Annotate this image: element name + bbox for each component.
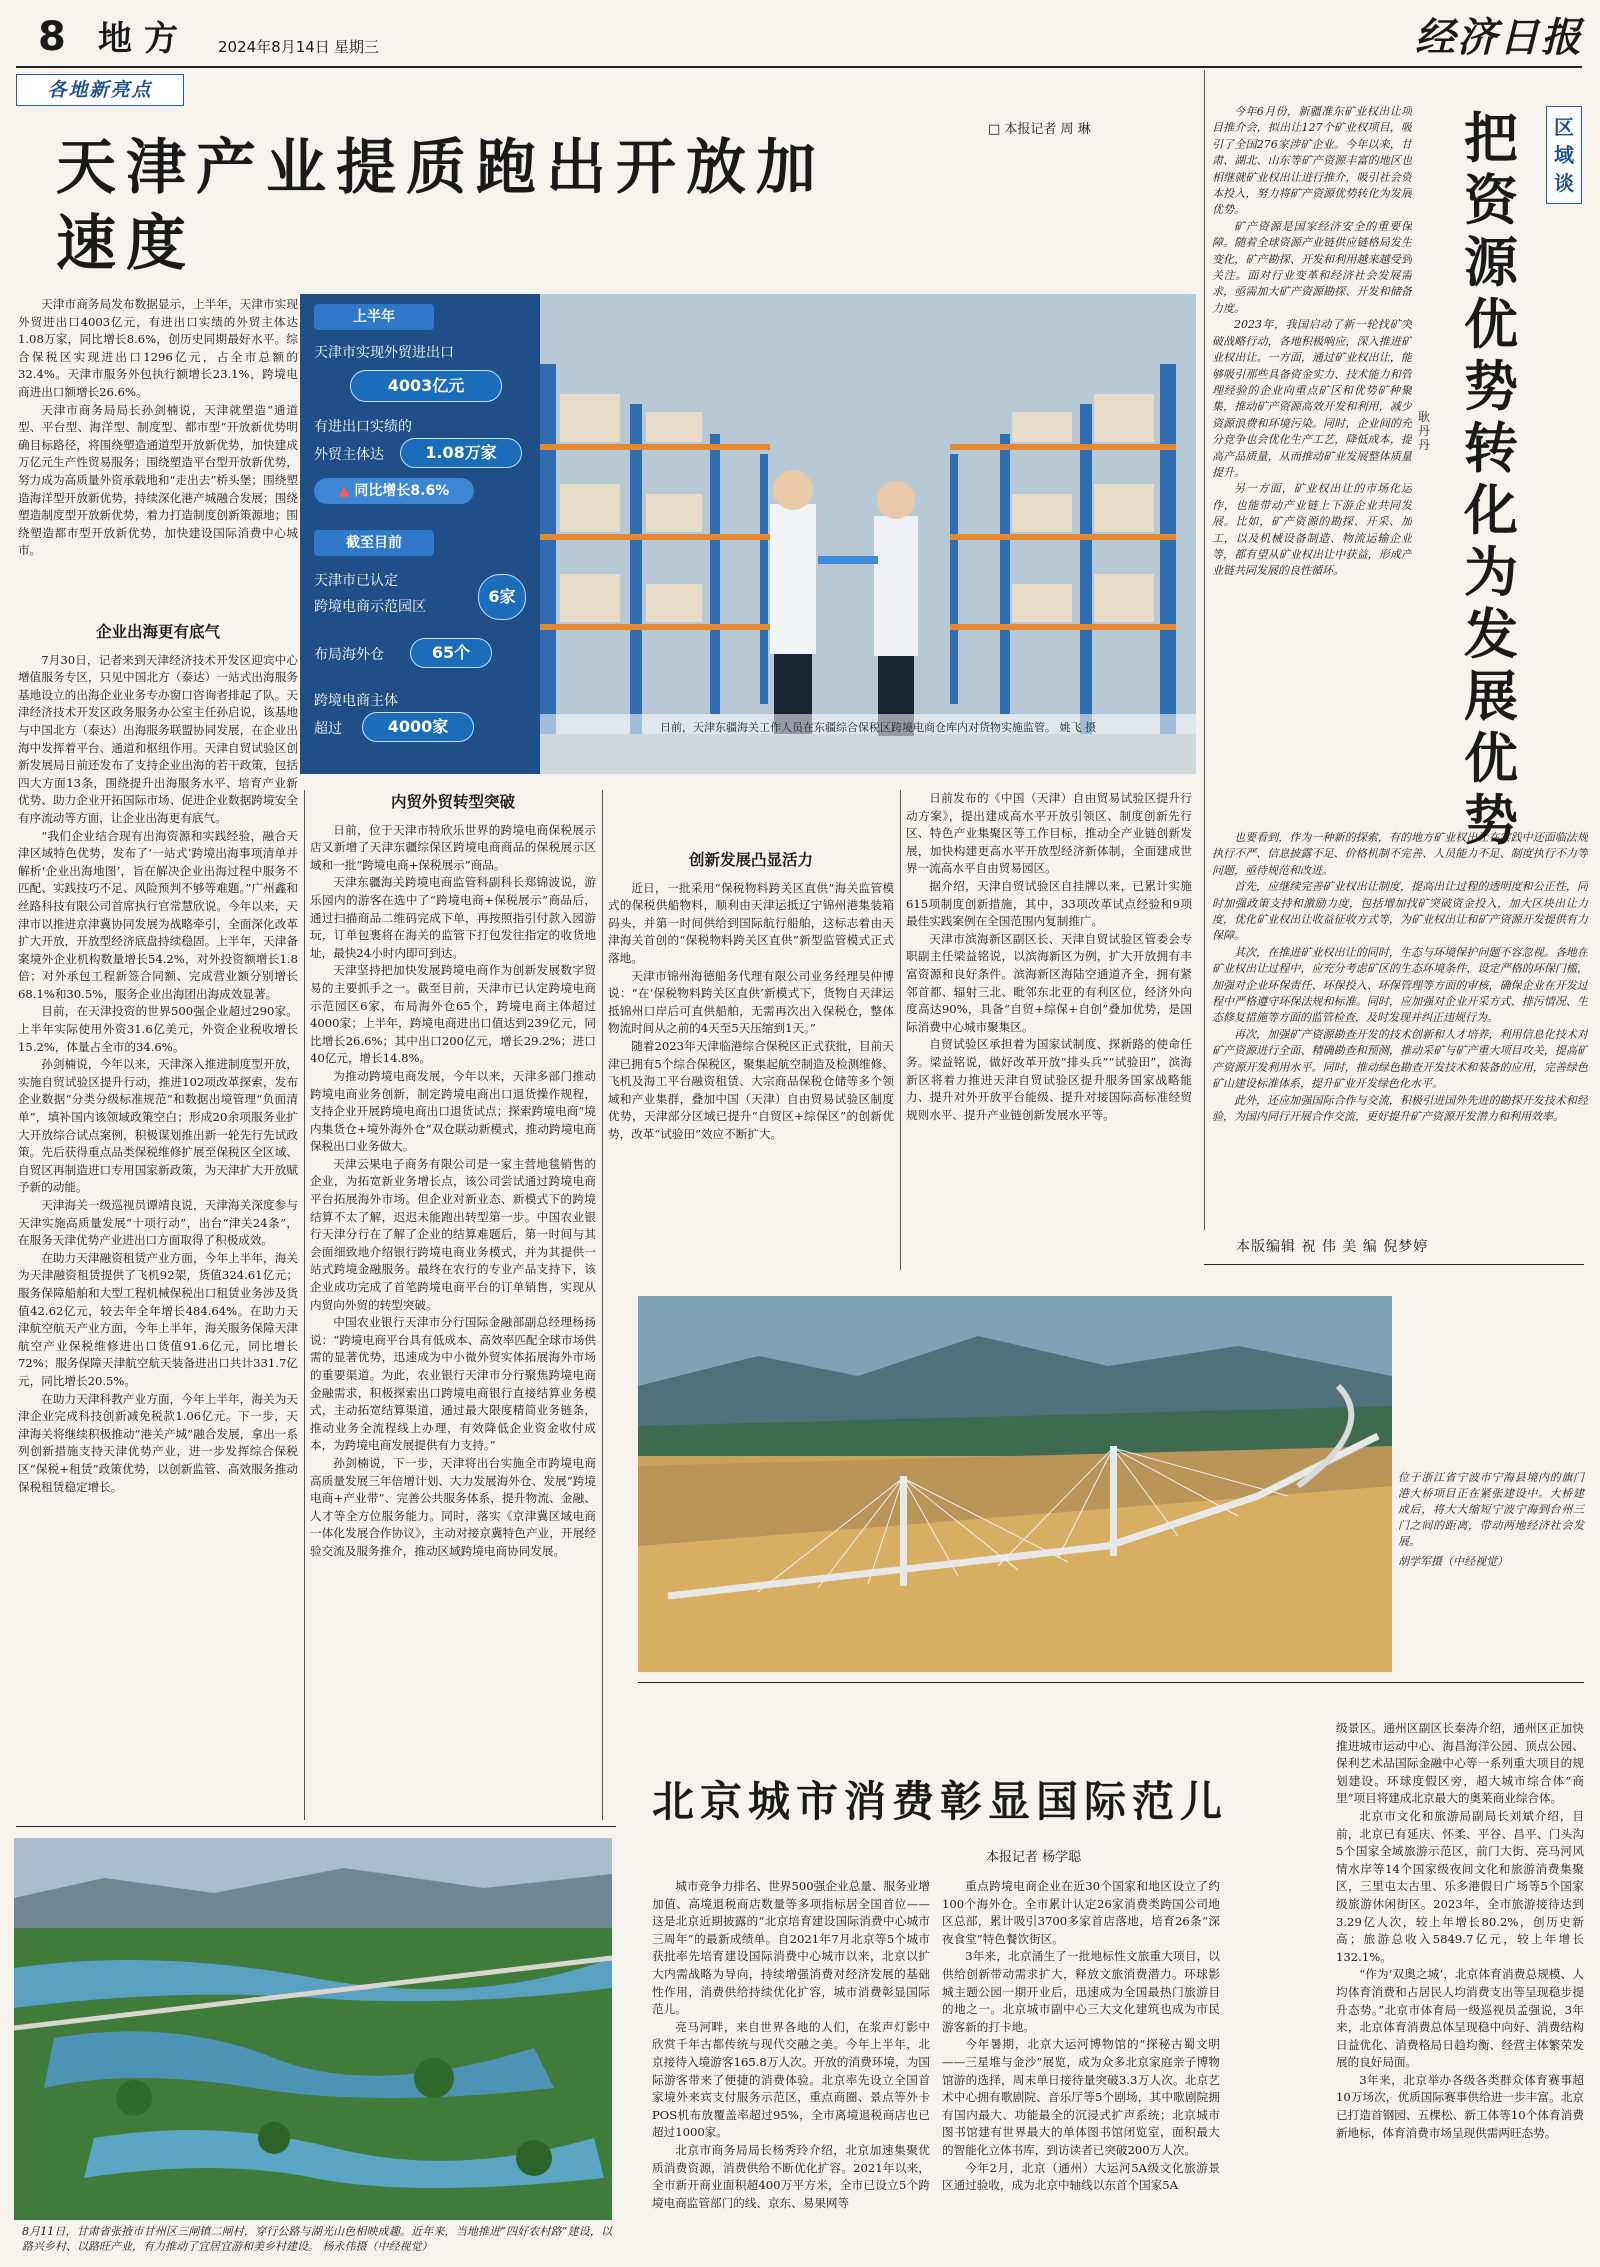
paragraph: “作为‘双奥之城’，北京体育消费总规模、人均体育消费和占居民人均消费支出等呈现稳步提升态势。”北京市体育局一级巡视员孟强说，3年来，北京体育消费总体呈现稳中向好、消费结构日益优化、消费格局日趋均衡、经营主体繁荣发展的良好局面。 — [1336, 1967, 1584, 2070]
info-value-parks: 6家 — [478, 574, 526, 620]
paragraph: 目前，在天津投资的世界500强企业超过290家。上半年实际使用外资31.6亿美元，外资企业税收增长15.2%，体量占全市的34.6%。 — [18, 1004, 298, 1054]
story3-byline: 本报记者 杨学聪 — [986, 1850, 1082, 1865]
editors-rule — [1204, 1264, 1584, 1265]
paragraph: 天津市锦州海德船务代理有限公司业务经理吴仲博说：“在‘保税物料跨关区直供’新模式下，货物自天津运抵锦州口岸后可直供船舶，无需再次出入保税仓，整体物流时间从之前的4天至5天压缩到1天。” — [608, 968, 894, 1036]
paragraph: 在助力天津科教产业方面，今年上半年，海关为天津企业完成科技创新减免税款1.06亿元。下一步，天津海关将继续积极推动“港关产城”融合发展，拿出一系列创新措施支持天津优势产业，进一步发挥综合保税区“保税+租赁”政策优势，以创新监管、高效服务推动保税租赁稳定增长。 — [18, 1391, 298, 1494]
paragraph: 天津海关一级巡视员谭靖良说，天津海关深度参与天津实施高质量发展“十项行动”，出台“津关24条”，在服务天津优势产业进出口方面取得了积极成效。 — [18, 1198, 298, 1248]
paragraph: 中国农业银行天津市分行国际金融部副总经理杨扬说：“跨境电商平台具有低成本、高效率匹配全球市场供需的显著优势，迅速成为中小微外贸实体拓展海外市场的重要渠道。为此，农业银行天津市分行聚焦跨境电商金融需求，积极探索出口跨境电商银行直接结算业务模式，主动拓宽结算渠道，通过最大限度精简业务链条，推动业务全流程线上办理，有效降低企业资金收付成本，为跨境电商发展提供有力支持。” — [310, 1315, 596, 1453]
paper-logo: 经济日报 — [1415, 14, 1583, 61]
info-tag-first-half: 上半年 — [314, 304, 434, 330]
paragraph: “我们企业结合现有出海资源和实践经验，融合天津区域特色优势，发布了‘一站式’跨境出海事项清单并解析‘企业出海地图’，旨在解决企业出海过程中服务不匹配、实践技巧不足、风险预判不够等难题。”广州鑫和丝路科技有限公司首席执行官常慧欣说。今年以来，天津市以推进京津冀协同发展为战略牵引，全面深化改革扩大开放，开放型经济底盘持续稳固。上半年，天津备案境外企业机构数量增长54.2%，对外投资额增长1.8倍；对外承包工程新签合同额、完成营业额分别增长68.1%和30.5%，服务企业出海团出海成效显著。 — [18, 828, 298, 1001]
info-value-growth-text: 同比增长8.6% — [354, 483, 450, 499]
info-tag-to-date: 截至目前 — [314, 530, 434, 556]
paragraph: 天津市商务局发布数据显示，上半年，天津市实现外贸进出口4003亿元，有进出口实绩的外贸主体达1.08万家，同比增长8.6%，创历史同期最好水平。综合保税区实现进出口1296亿元，占全市总额的32.4%。天津市服务外包执行额增长23.1%，跨境电商进出口额增长26.6%。 — [18, 297, 298, 399]
info-label: 有进出口实绩的 — [314, 419, 412, 435]
warehouse-photo-caption — [660, 720, 1160, 736]
story2-body-lower — [1212, 830, 1588, 1210]
story2-author: 耿丹丹 — [1418, 410, 1431, 452]
story3-headline: 北京城市消费彰显国际范儿 — [652, 1777, 1229, 1826]
caption-text: 位于浙江省宁波市宁海县境内的旗门港大桥项目正在紧张建设中。大桥建成后，将大大缩短宁波宁海到台州三门之间的距离，带动两地经济社会发展。 — [1398, 1471, 1584, 1548]
info-label: 跨境电商主体 — [314, 693, 398, 709]
column-divider — [304, 790, 305, 1820]
paragraph: 级景区。通州区副区长秦涛介绍，通州区正加快推进城市运动中心、海昌海洋公园、顶点公园、保利艺术品国际金融中心等一系列重大项目的规划建设。环球度假区旁，超大城市综合体“商里”项目将建成北京最大的奥莱商业综合体。 — [1336, 1721, 1584, 1806]
masthead-rule — [16, 66, 1582, 68]
info-value-trade: 4003亿元 — [350, 370, 502, 402]
paragraph: 日前，位于天津市特欣乐世界的跨境电商保税展示店又新增了天津东疆综保区跨境电商商品的保税展示区域和一批“跨境电商+保税展示”商品。 — [310, 822, 596, 872]
story2-column-tag — [1546, 106, 1582, 204]
paragraph: 今年暑期，北京大运河博物馆的“探秘古蜀文明——三星堆与金沙”展览，成为众多北京家庭亲子博物馆游的选择，周末单日接待量突破3.3万人次。北京艺术中心拥有歌剧院、音乐厅等5个剧场，其中歌剧院拥有国内最大、功能最全的沉浸式扩声系统；北京城市图书馆建有世界最大的单体图书馆闭览室，面积最大的智能化立体书库，到访读者已突破200万人次。 — [942, 2037, 1220, 2157]
info-value-ecommerce: 4000家 — [362, 712, 474, 742]
info-value-growth — [314, 478, 474, 504]
bridge-illustration — [638, 1296, 1392, 1672]
paragraph: 天津坚持把加快发展跨境电商作为创新发展数字贸易的主要抓手之一。截至目前，天津市已认定跨境电商示范园区6家，布局海外仓65个，跨境电商主体超过4000家；上半年，跨境电商进出口值达到239亿元，同比增长26.6%；其中出口200亿元，增长29.2%；进口40亿元，增长14.8%。 — [310, 963, 596, 1066]
caption-credit: 姚飞 摄 — [1059, 721, 1096, 734]
subheading: 企业出海更有底气 — [95, 623, 220, 641]
lake-road-photo — [14, 1838, 612, 2220]
story1-byline: □ 本报记者 周 琳 — [988, 122, 1091, 137]
paragraph: 北京市文化和旅游局副局长刘斌介绍，目前，北京已有延庆、怀柔、平谷、昌平、门头沟5个国家全域旅游示范区，前门大街、亮马河风情水岸等14个国家级夜间文化和旅游消费集聚区，三里屯太古里、乐多港假日广场等5个国家级旅游休闲街区。2023年，全市旅游接待达到3.29亿人次，较上年增长80.2%，创历史新高；旅游总收入5849.7亿元，较上年增长132.1%。 — [1336, 1808, 1584, 1964]
paragraph: 为推动跨境电商发展，今年以来，天津多部门推动跨境电商业务创新，制定跨境电商出口退货操作规程，支持企业开展跨境电商出口退货试点；探索跨境电商“境内集货仓+境外海外仓”双仓联动新模式，推动跨境电商保税出口业务做大。 — [310, 1068, 596, 1154]
paragraph: 北京市商务局局长杨秀玲介绍，北京加速集聚优质消费资源，消费供给不断优化扩容。2021年以来，全市新开商业面积超400万平方米，全市已设立5个跨境电商监管部门的线、京东、易果网等 — [652, 2142, 930, 2210]
bridge-photo — [638, 1296, 1392, 1672]
story1-col3 — [608, 790, 894, 1270]
info-label: 布局海外仓 — [314, 647, 384, 663]
column-tag — [16, 74, 184, 106]
paragraph: 近日，一批采用“保税物料跨关区直供”海关监管模式的保税供船物料，顺利由天津运抵辽宁锦州港集装箱码头，并第一时间供给到国际航行船舶，这标志着由天津海关首创的“保税物料跨关区直供”新型监管模式正式落地。 — [608, 880, 894, 965]
subheading: 创新发展凸显活力 — [688, 851, 813, 869]
info-label: 跨境电商示范园区 — [314, 599, 426, 615]
paragraph: 天津东疆海关跨境电商监管科副科长郑锦波说，游乐园内的游客在选中了“跨境电商+保税展示”商品后，通过扫描商品二维码完成下单，再按照指引付款入园游玩，订单包裹将在海关的监管下打包发往指定的收货地址，最快24小时内即可到达。 — [310, 875, 596, 960]
paragraph: 今年2月，北京（通州）大运河5A级文化旅游景区通过验收，成为北京中轴线以东首个国家5A — [942, 2160, 1220, 2193]
paragraph: 天津云果电子商务有限公司是一家主营地毯销售的企业，为拓宽新业务增长点，该公司尝试通过跨境电商平台拓展海外市场。但企业对新业态、新模式下的跨境结算不太了解，迟迟未能跑出转型第一步。中国农业银行天津分行在了解了企业的结算难题后，第一时间与其会面细致地介绍银行跨境电商业务模式，并为其提供一站式跨境金融服务。最终在农行的专业产品支持下，该企业成功完成了首笔跨境电商平台的订单销售，实现从内贸向外贸的转型突破。 — [310, 1156, 596, 1312]
paragraph: 在助力天津融资租赁产业方面，今年上半年，海关为天津融资租赁提供了飞机92架，货值324.61亿元；服务保障船舶和大型工程机械保税出口租赁业务涉及货值42.62亿元，较去年全年增长484.64%。在助力天津航空航天产业方面，今年上半年，海关服务保障天津航空产业保税维修进出口货值91.6亿元，同比增长72%；服务保障天津航空航天装备进出口共计331.7亿元，同比增长20.5%。 — [18, 1250, 298, 1388]
subheading: 内贸外贸转型突破 — [390, 793, 515, 811]
paragraph: 随着2023年天津临港综合保税区正式获批，目前天津已拥有5个综合保税区，聚集起航空制造及检测维修、飞机及海工平台融资租赁、大宗商品保税仓储等多个领域和产业集群，叠加中国（天津）自由贸易试验区制度优势，天津部分区域已提升“自贸区+综保区”的创新优势，改革“试验田”效应不断扩大。 — [608, 1038, 894, 1141]
story1-col4 — [906, 790, 1192, 1270]
issue-weekday: 星期三 — [334, 38, 380, 56]
info-label: 天津市已认定 — [314, 573, 398, 589]
paragraph: 天津市商务局局长孙剑楠说，天津就塑造“通道型、平台型、海洋型、制度型、都市型”开放新优势明确目标路径，将围绕塑造通道型开放新优势，加快建成万亿元生产性贸易服务；围绕塑造平台型开放新优势，努力成为高质量外资承载地和“走出去”桥头堡；围绕塑造海洋型开放新优势，持续深化港产城融合发展；围绕塑造制度型开放新优势，着力打造制度创新策源地；围绕塑造都市型开放新优势，加快建设国际消费中心城市。 — [18, 402, 298, 558]
story2-tag-label: 区域谈 — [1554, 115, 1574, 195]
story1-lead — [18, 296, 298, 606]
paragraph: 天津市滨海新区副区长、天津自贸试验区管委会专职副主任梁益铭说，以滨海新区为例，扩大开放拥有丰富资源和良好条件。滨海新区海陆空通道齐全，拥有紧邻首都、辐射三北、毗邻东北亚的有利区位，经济外向度高达90%，具备“自贸+综保+自创”叠加优势，是国际消费中心城市聚集区。 — [906, 931, 1192, 1034]
story3-rule — [638, 1682, 1584, 1683]
up-arrow-icon: ▲ — [338, 483, 350, 499]
paragraph: 7月30日，记者来到天津经济技术开发区迎宾中心增值服务专区，只见中国北方（泰达）一站式出海服务基地设立的出海企业业务专办窗口咨询者排起了队。天津经济技术开发区政务服务办公室主任孙启说，该基地与中国北方（泰达）出海服务联盟协同发展，在企业出海中发挥着平台、通道和枢纽作用。天津自贸试验区创新发展局日前还发布了支持企业出海的若干政策，包括四大方面13条，围绕提升出海服务水平、培育产业新优势、助力企业开拓国际市场、促进企业数据跨境安全有序流动等方面，让企业出海更有底气。 — [18, 652, 298, 825]
paragraph: 再次，加强矿产资源勘查开发的技术创新和人才培养，利用信息化技术对矿产资源进行全面、精确勘查和预测，推动采矿与矿产重大项目攻关，提高矿产资源开发利用水平。同时，推动绿色勘查开发技术和装备的应用，完善绿色矿山建设标准体系，提升矿业开发绿色化水平。 — [1212, 1027, 1588, 1091]
page-editors: 本版编辑 祝 伟 美 编 倪梦婷 — [1236, 1239, 1429, 1255]
paragraph: 3年来，北京举办各级各类群众体育赛事超10万场次，优质国际赛事供给进一步丰富。北京已打造首钢园、五棵松、新工体等10个体育消费新地标，体育消费市场呈现供需两旺态势。 — [1336, 2072, 1584, 2140]
paragraph: 矿产资源是国家经济安全的重要保障。随着全球资源产业链供应链格局发生变化，矿产勘探、开发和利用越来越受到关注。面对行业变革和经济社会发展需求，亟需加大矿产资源勘探、开发和储备力度。 — [1212, 219, 1412, 315]
story2-headline: 把资源优势转化为发展优势 — [1464, 107, 1518, 852]
column-divider — [1204, 70, 1205, 1230]
caption-credit: 杨永伟摄（中经视觉） — [322, 2240, 433, 2253]
info-label: 外贸主体达 — [314, 447, 384, 463]
story1-headline: 天津产业提质跑出开放加速度 — [56, 133, 826, 279]
section-title: 地方 — [98, 19, 190, 59]
paragraph: 日前发布的《中国（天津）自由贸易试验区提升行动方案》，提出建成高水平开放引领区、制度创新先行区、特色产业集聚区等工作目标，推动全产业链创新发展，加快构建更高水平开放型经济新体制，全面建成世界一流高水平自由贸易园区。 — [906, 791, 1192, 876]
warehouse-illustration — [300, 294, 1196, 774]
story1-col1 — [18, 612, 298, 1802]
issue-date: 2024年8月14日 — [218, 38, 330, 56]
paragraph: 此外，还应加强国际合作与交流，积极引进国外先进的勘探开发技术和经验，为国内同行开展合作交流，更好提升矿产资源开发潜力和利用效率。 — [1212, 1093, 1588, 1123]
page-number: 8 — [38, 14, 66, 60]
paragraph: 2023年，我国启动了新一轮找矿突破战略行动，各地积极响应，深入推进矿业权出让。一方面，通过矿业权出让，能够吸引那些具备资金实力、技术能力和管理经验的企业向重点矿区和优势矿种聚集，推动矿产资源高效开发和利用，减少资源浪费和环境污染。同时，企业间的充分竞争也会优化生产工艺，降低成本，提高产品质量，从而推动矿业发展整体质量提升。 — [1212, 318, 1412, 479]
column-divider — [900, 790, 901, 1270]
paragraph: 首先，应继续完善矿业权出让制度，提高出让过程的透明度和公正性，同时加强政策支持和激励力度，包括增加找矿突破资金投入，加大区块出让力度，优化矿业权出让收益征收方式等，为矿业权出让和矿产资源开发提供有力保障。 — [1212, 880, 1588, 943]
story1-col2 — [310, 790, 596, 1800]
paragraph: 孙剑楠说，下一步，天津将出台实施全市跨境电商高质量发展三年倍增计划、大力发展海外仓、发展“跨境电商+产业带”、完善公共服务体系，提升物流、金融、人才等全方位服务能力。同时，落实《京津冀区域电商一体化发展合作协议》，主动对接京冀特色产业，开展经验交流及服务推介，推动区域跨境电商协同发展。 — [310, 1455, 596, 1558]
paragraph: 城市竞争力排名、世界500强企业总量、服务业增加值、高境退税商店数量等多项指标居全国首位——这是北京近期披露的“北京培育建设国际消费中心城市三周年”的最新成绩单。自2021年7月北京等5个城市获批率先培育建设国际消费中心城市以来，北京以扩大内需战略为导向，持续增强消费对经济发展的基础性作用，消费供给持续优化扩容，城市消费彰显国际范儿。 — [652, 1879, 930, 2017]
lake-road-caption — [22, 2224, 612, 2254]
paragraph: 孙剑楠说，今年以来，天津深入推进制度型开放，实施自贸试验区提升行动，推进102项改革探索，发布企业数据“分类分级标准规范”和数据出境管理“负面清单”，填补国内该领域政策空白；形成20余项服务业扩大开放综合试点案例，积极谋划推出新一轮先行先试政策。先后获得重点品类保税维修扩展至保税区全区域、自贸区再制造进口专用国家新政策，为天津扩大开放赋予新的动能。 — [18, 1057, 298, 1195]
info-value-entities: 1.08万家 — [400, 438, 522, 468]
paragraph: 3年来，北京涌生了一批地标性文旅重大项目，以供给创新带动需求扩大，释放文旅消费潜力。环球影城主题公园一期开业后，迅速成为全国最热门旅游目的地之一。北京城市副中心三大文化建筑也成为市民游客新的打卡地。 — [942, 1949, 1220, 2034]
column-tag-label: 各地新亮点 — [47, 79, 153, 101]
info-label: 天津市实现外贸进出口 — [314, 345, 454, 361]
column-divider — [602, 790, 603, 1820]
paragraph: 据介绍，天津自贸试验区自挂牌以来，已累计实施615项制度创新措施，其中，33项改革试点经验和9项最佳实践案例在全国范围内复制推广。 — [906, 878, 1192, 929]
story3-col-c — [1336, 1720, 1584, 2260]
caption-text: 日前，天津东疆海关工作人员在东疆综合保税区跨境电商仓库内对货物实施监管。 — [660, 721, 1056, 734]
lake-road-illustration — [14, 1838, 612, 2220]
paragraph: 其次，在推进矿业权出让的同时，生态与环境保护问题不容忽视。各地在矿业权出让过程中，应充分考虑矿区的生态环境条件，设定严格的环保门槛，加强对企业环保责任、环保投入、环保管理等方面的审核，确保企业在开发过程中严格遵守环保法规和标准。同时，应加强对企业开采方式、排污情况、生态修复措施等方面的监管检查，及时发现并纠正违规行为。 — [1212, 945, 1588, 1025]
section-rule — [16, 1826, 616, 1827]
caption-text: 8月11日，甘肃省张掖市甘州区三闸镇二闸村，穿行公路与湖光山色相映成趣。近年来，当地推进“四好农村路”建设，以路兴乡村、以路旺产业，有力推动了宜居宜游和美乡村建设。 — [22, 2225, 612, 2253]
caption-credit: 胡学军摄（中经视觉） — [1398, 1555, 1508, 1568]
paragraph: 自贸试验区承担着为国家试制度、探新路的使命任务。梁益铭说，做好改革开放“排头兵”“试验田”，滨海新区将着力推进天津自贸试验区提升服务国家战略能力、提升对外开放平台能级、提升对接国际高标准经贸规则水平、提升产业链创新发展水平等。 — [906, 1037, 1192, 1122]
paragraph: 另一方面，矿业权出让的市场化运作，也能带动产业链上下游企业共同发展。比如，矿产资源的勘探、开采、加工，以及机械设备制造、物流运输企业等，都有望从矿业权出让中获益，形成产业链共同发展的良性循环。 — [1212, 482, 1412, 578]
warehouse-photo — [300, 294, 1196, 774]
info-label: 超过 — [314, 721, 342, 737]
info-value-warehouses: 65个 — [410, 638, 492, 668]
paragraph: 重点跨境电商企业在近30个国家和地区设立了约100个海外仓。全市累计认定26家消费类跨国公司地区总部，累计吸引3700多家首店落地，培育26条“深夜食堂”特色餐饮街区。 — [942, 1879, 1220, 1946]
paragraph: 亮马河畔，来自世界各地的人们，在浆声灯影中欣赏千年古都传统与现代交融之美。今年上半年，北京接待入境游客165.8万人次。开放的消费环境，为国际游客带来了便捷的消费体验。北京率先设立全国首家境外来宾支付服务示范区，重点商圈、景点等外卡POS机布放覆盖率超过95%，全市离境退税商店也已超过1000家。 — [652, 2019, 930, 2140]
story3-col-a — [652, 1878, 930, 2258]
story3-col-b — [942, 1878, 1220, 2258]
bridge-caption — [1398, 1470, 1584, 1570]
paragraph: 今年6月份，新疆准东矿业权出让项目推介会，拟出让127个矿业权项目，吸引了全国276家涉矿企业。今年以来，甘肃、湖北、山东等矿产资源丰富的地区也相继就矿业权出让进行推介，吸引社会资本投入，努力将矿产资源优势转化为发展优势。 — [1212, 105, 1412, 217]
paragraph: 也要看到，作为一种新的探索，有的地方矿业权出让在实践中还面临法规执行不严、信息披露不足、价格机制不完善、人员能力不足、制度执行不力等问题，亟待规范和改进。 — [1212, 831, 1588, 877]
